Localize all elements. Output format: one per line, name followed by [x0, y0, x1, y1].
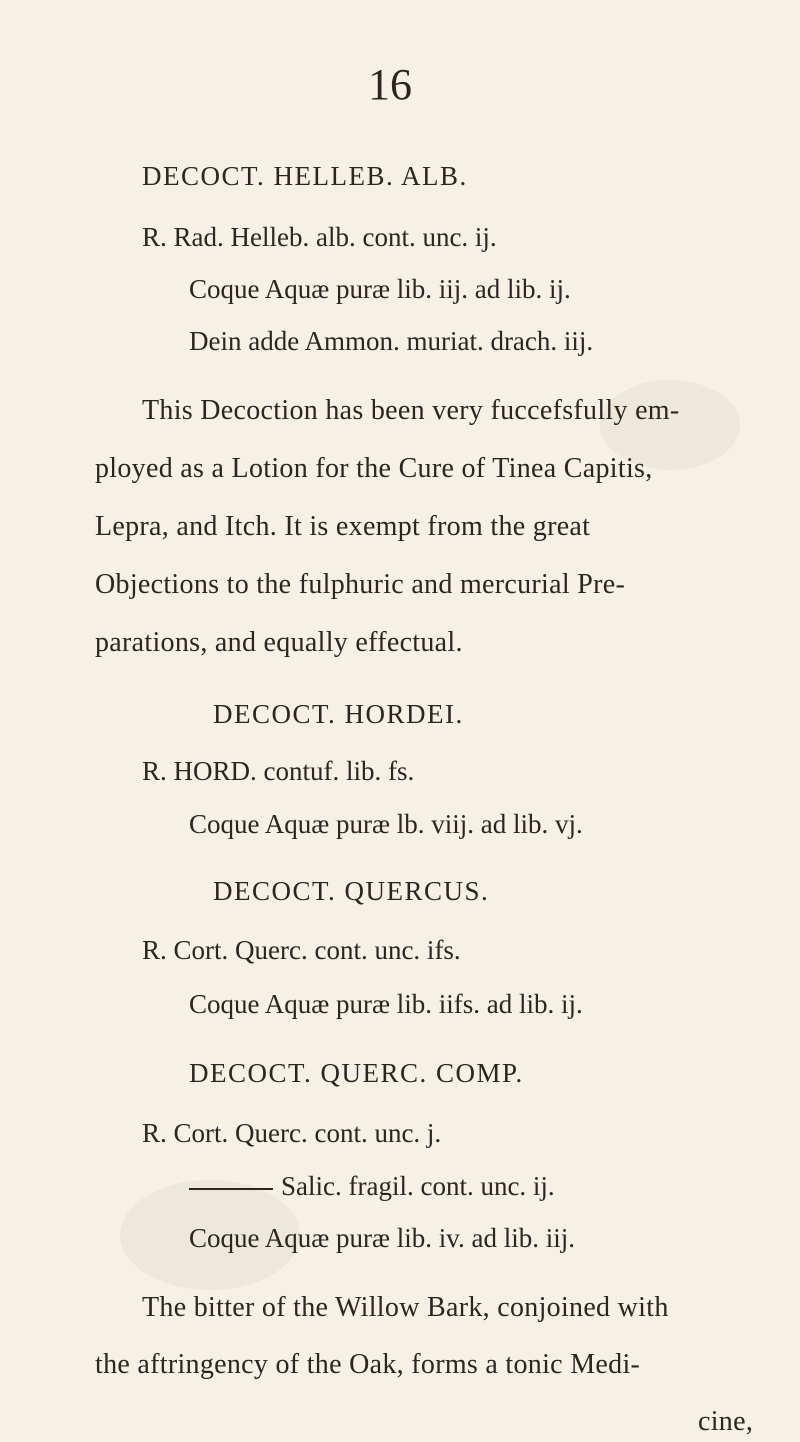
section-heading: DECOCT. QUERCUS.	[213, 876, 490, 906]
recipe-line: R. Rad. Helleb. alb. cont. unc. ij.	[142, 222, 497, 252]
paragraph-line: This Decoction has been very fuccefsfully em-	[142, 395, 680, 426]
recipe-line	[189, 1168, 555, 1204]
section-heading: DECOCT. QUERC. COMP.	[189, 1058, 524, 1088]
section-heading: DECOCT. HELLEB. ALB.	[142, 161, 468, 191]
recipe-line: R. Cort. Querc. cont. unc. j.	[142, 1118, 442, 1148]
recipe-line: R. HORD. contuf. lib. fs.	[142, 756, 415, 786]
recipe-line: Coque Aquæ puræ lib. iifs. ad lib. ij.	[189, 989, 583, 1019]
paragraph-line: ployed as a Lotion for the Cure of Tinea Capitis,	[95, 453, 653, 484]
paragraph-line: The bitter of the Willow Bark, conjoined with	[142, 1292, 669, 1323]
paragraph-line: Objections to the fulphuric and mercurial Pre-	[95, 569, 626, 600]
paragraph-line: Lepra, and Itch. It is exempt from the great	[95, 511, 591, 542]
paragraph-line: the aftringency of the Oak, forms a tonic Medi-	[95, 1349, 641, 1380]
section-heading: DECOCT. HORDEI.	[213, 699, 464, 729]
recipe-line: R. Cort. Querc. cont. unc. ifs.	[142, 935, 461, 965]
paragraph-line: parations, and equally effectual.	[95, 627, 463, 658]
catchword: cine,	[698, 1406, 754, 1437]
page-number: 16	[368, 60, 412, 109]
recipe-line: Dein adde Ammon. muriat. drach. iij.	[189, 326, 594, 356]
recipe-line: Coque Aquæ puræ lib. iv. ad lib. iij.	[189, 1223, 576, 1253]
recipe-line: Coque Aquæ puræ lb. viij. ad lib. vj.	[189, 809, 583, 839]
recipe-line: Coque Aquæ puræ lib. iij. ad lib. ij.	[189, 274, 571, 304]
recipe-line-text: Salic. fragil. cont. unc. ij.	[281, 1171, 555, 1201]
ditto-dash	[189, 1188, 273, 1190]
